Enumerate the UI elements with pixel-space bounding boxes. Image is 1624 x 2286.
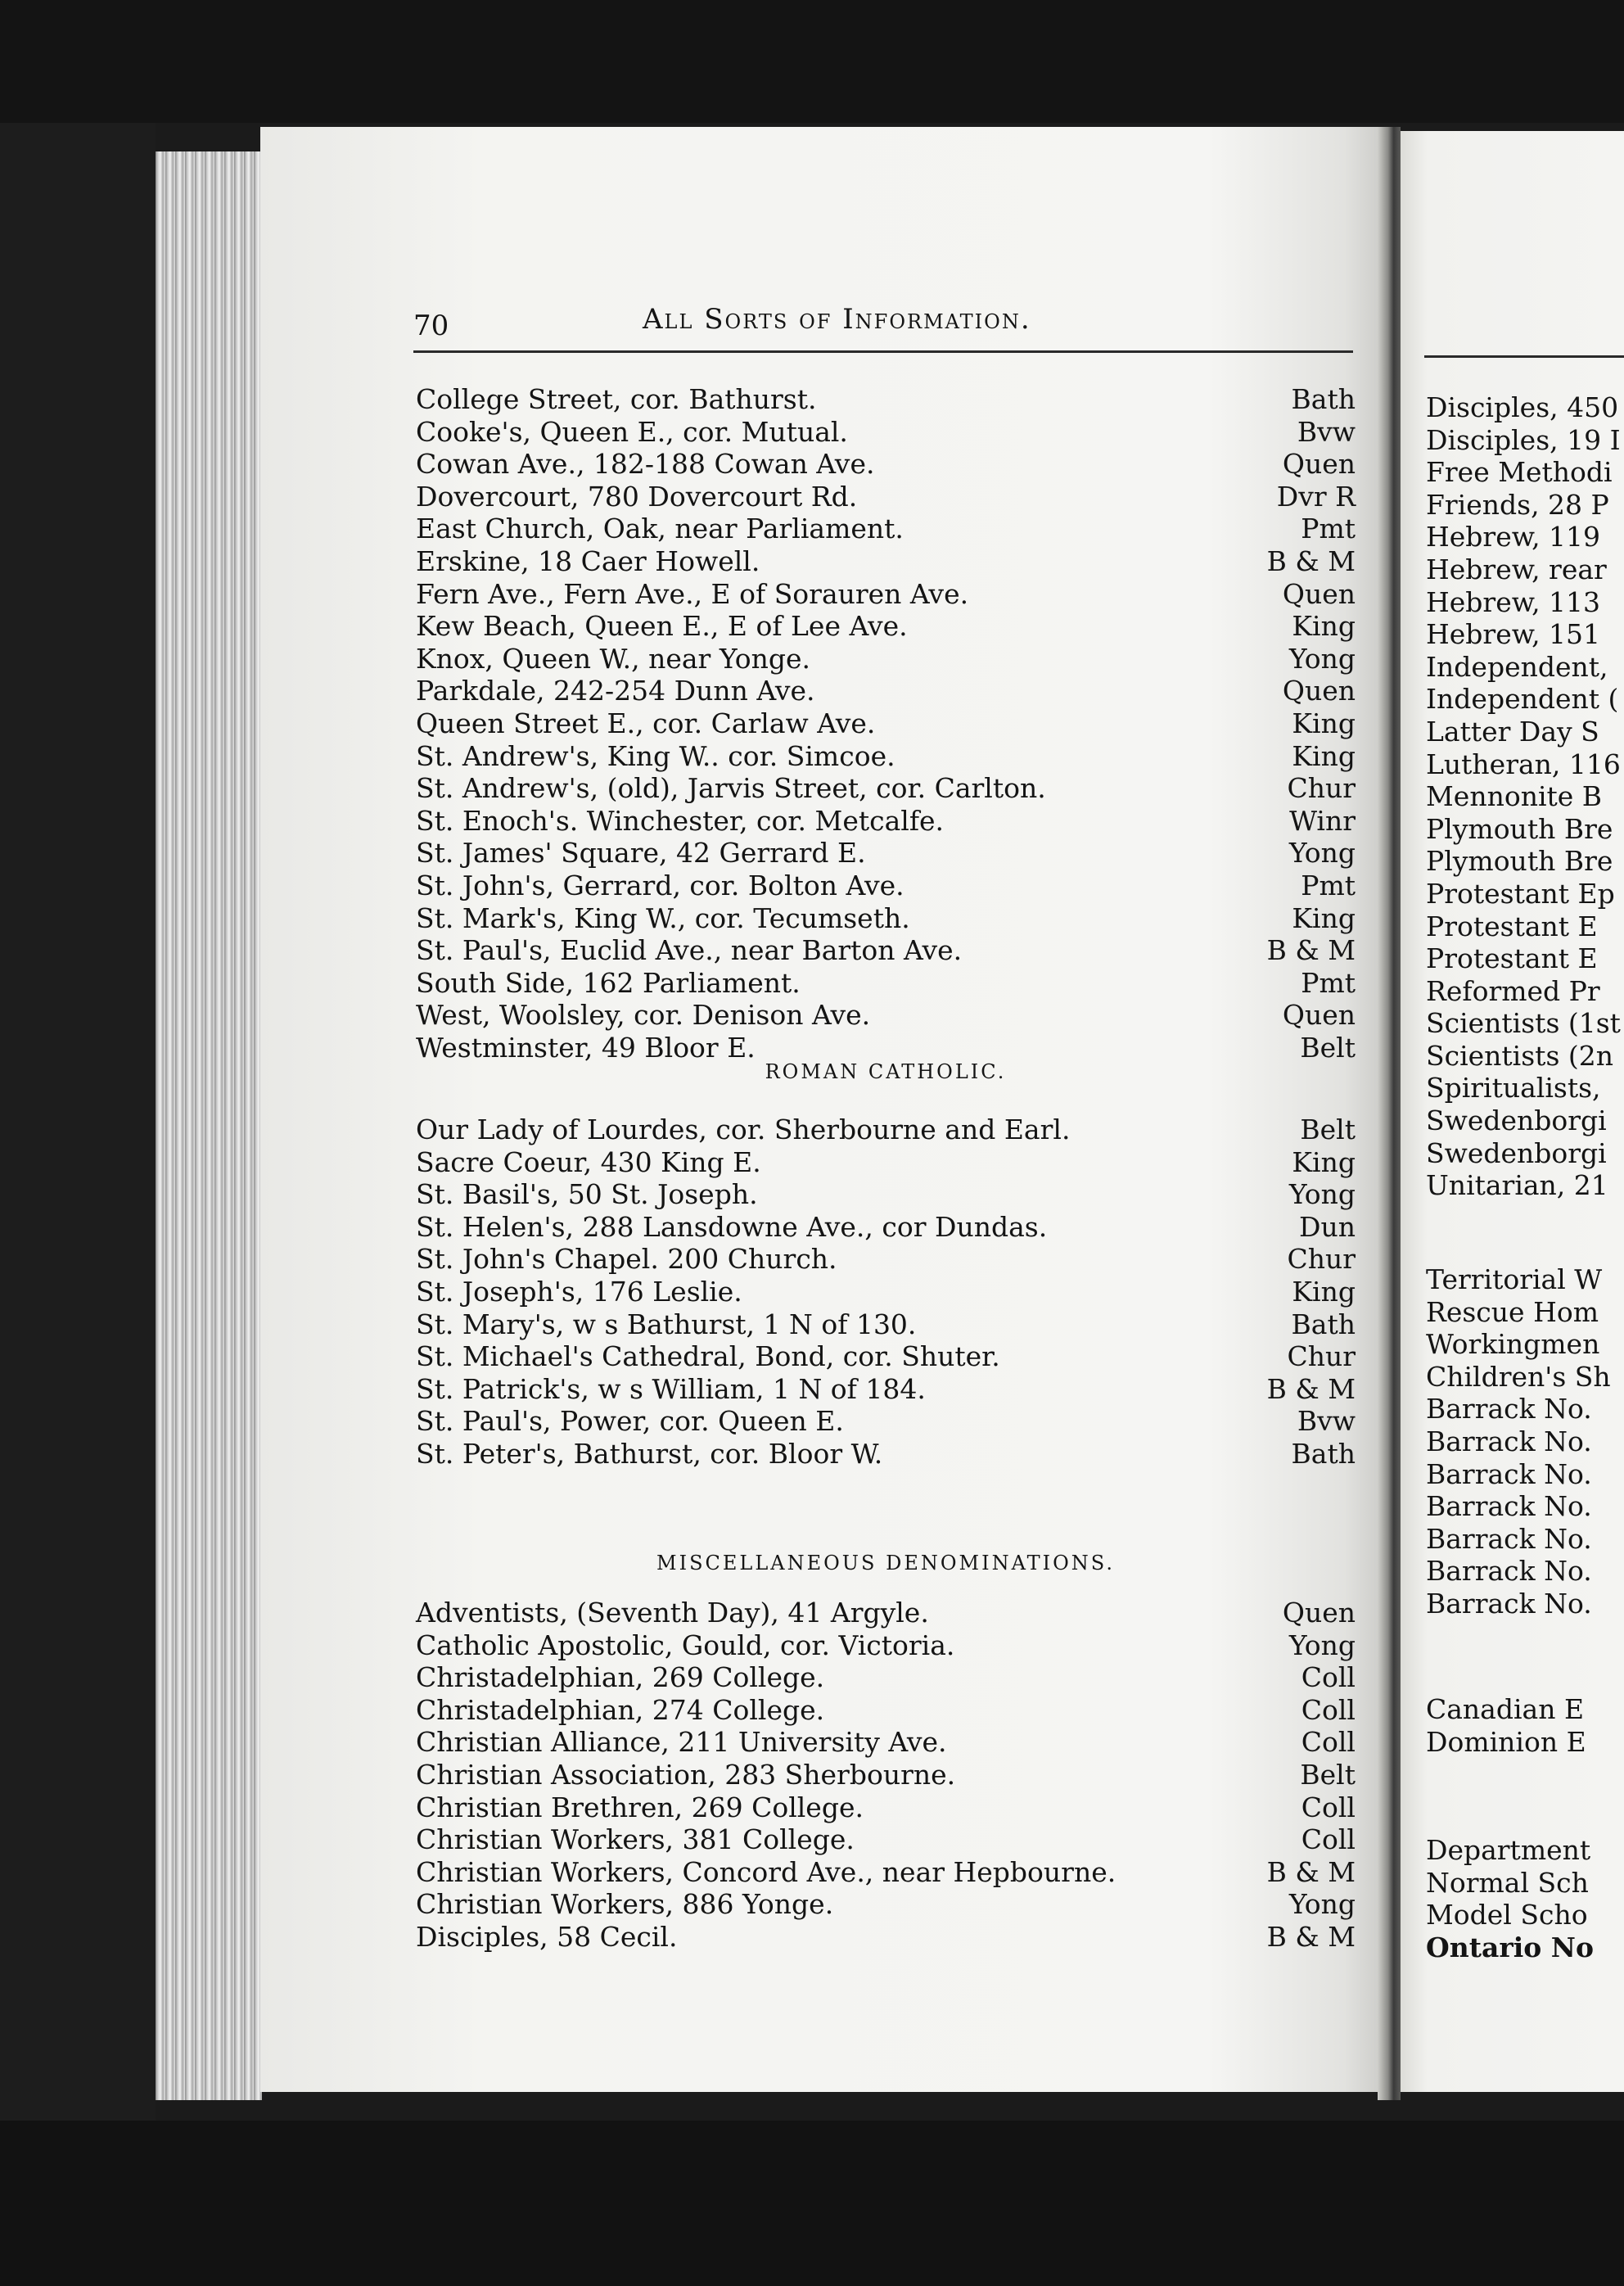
list-item — [416, 1888, 1356, 1921]
district-abbr: Quen — [1282, 1597, 1356, 1629]
list-item: Barrack No. — [1426, 1522, 1592, 1555]
district-abbr: Pmt — [1301, 869, 1356, 901]
district-abbr: Coll — [1301, 1791, 1356, 1823]
church-name: St. Patrick's, w s William, 1 N of 184. — [416, 1372, 926, 1405]
list-item: Lutheran, 116 — [1426, 748, 1621, 780]
district-abbr: King — [1292, 1145, 1356, 1178]
list-item: Children's Sh — [1426, 1360, 1611, 1393]
district-abbr: Quen — [1282, 999, 1356, 1032]
list-item: Barrack No. — [1426, 1425, 1592, 1457]
district-abbr: Chur — [1287, 1340, 1356, 1373]
list-item — [416, 1340, 1356, 1373]
list-item — [416, 1373, 1356, 1406]
district-abbr: Belt — [1300, 1114, 1356, 1145]
list-item — [416, 513, 1356, 545]
church-name: St. John's Chapel. 200 Church. — [416, 1243, 837, 1276]
church-name: St. John's, Gerrard, cor. Bolton Ave. — [416, 869, 904, 901]
church-name: St. Andrew's, (old), Jarvis Street, cor. Carlton. — [416, 772, 1046, 805]
list-item — [416, 545, 1356, 578]
list-item — [416, 578, 1356, 611]
list-item: Swedenborgi — [1426, 1136, 1607, 1169]
district-abbr: Yong — [1288, 1888, 1356, 1921]
church-name: St. Paul's, Euclid Ave., near Barton Ave. — [416, 934, 963, 967]
list-item — [416, 643, 1356, 675]
list-item: Plymouth Bre — [1426, 845, 1613, 878]
district-abbr: Yong — [1288, 1629, 1356, 1661]
list-item: Independent ( — [1426, 683, 1619, 716]
list-item: Hebrew, 113 — [1426, 585, 1601, 618]
church-name: Queen Street E., cor. Carlaw Ave. — [416, 707, 876, 739]
right-page-list-group-2 — [1426, 1263, 1624, 1620]
church-name: East Church, Oak, near Parliament. — [416, 513, 904, 545]
district-abbr: Coll — [1301, 1823, 1356, 1856]
district-abbr: Bath — [1291, 1437, 1356, 1470]
list-item — [416, 902, 1356, 935]
list-item — [416, 1629, 1356, 1662]
list-item: Hebrew, 119 — [1426, 521, 1601, 553]
district-abbr: Bvw — [1297, 1405, 1356, 1438]
section-heading-roman-catholic: ROMAN CATHOLIC. — [765, 1060, 1007, 1083]
presbyterian-list — [416, 383, 1356, 1064]
church-name: South Side, 162 Parliament. — [416, 966, 801, 999]
list-item — [416, 675, 1356, 707]
church-name: Dovercourt, 780 Dovercourt Rd. — [416, 480, 858, 513]
list-item: Latter Day S — [1426, 715, 1599, 748]
page-number: 70 — [413, 309, 449, 342]
district-abbr: B & M — [1266, 1372, 1356, 1405]
list-item — [416, 1694, 1356, 1727]
district-abbr: King — [1292, 1275, 1356, 1308]
church-name: Cooke's, Queen E., cor. Mutual. — [416, 415, 848, 448]
district-abbr: B & M — [1266, 544, 1356, 577]
running-head: All Sorts of Information. — [643, 303, 1031, 336]
district-abbr: Bvw — [1297, 415, 1356, 448]
list-item — [416, 999, 1356, 1032]
list-item — [416, 1438, 1356, 1471]
church-name: Erskine, 18 Caer Howell. — [416, 544, 760, 577]
list-item: Model Scho — [1426, 1899, 1588, 1931]
district-abbr: Chur — [1287, 1243, 1356, 1276]
church-name: College Street, cor. Bathurst. — [416, 383, 817, 415]
list-item — [416, 934, 1356, 967]
district-abbr: Bath — [1291, 1308, 1356, 1340]
right-page-list-group-3 — [1426, 1693, 1624, 1758]
list-item — [416, 707, 1356, 740]
church-name: West, Woolsley, cor. Denison Ave. — [416, 999, 871, 1032]
district-abbr: Belt — [1300, 1758, 1356, 1791]
list-item: Department — [1426, 1834, 1591, 1866]
list-item: Scientists (1st — [1426, 1007, 1621, 1040]
district-abbr: Dvr R — [1276, 480, 1356, 513]
church-name: St. Andrew's, King W.. cor. Simcoe. — [416, 739, 895, 772]
church-name: Cowan Ave., 182-188 Cowan Ave. — [416, 448, 875, 481]
list-item: Territorial W — [1426, 1263, 1603, 1295]
list-item: Disciples, 19 I — [1426, 423, 1621, 456]
list-item: Hebrew, rear — [1426, 553, 1607, 585]
church-name: Westminster, 49 Bloor E. — [416, 1031, 756, 1064]
district-abbr: Yong — [1288, 1178, 1356, 1211]
district-abbr: Coll — [1301, 1693, 1356, 1726]
list-item — [416, 1178, 1356, 1211]
scan-background-left — [0, 123, 156, 2121]
list-item — [416, 837, 1356, 870]
church-name: St. Enoch's. Winchester, cor. Metcalfe. — [416, 804, 945, 837]
list-item: Unitarian, 21 — [1426, 1169, 1608, 1202]
church-name: Parkdale, 242-254 Dunn Ave. — [416, 675, 815, 707]
list-item — [416, 383, 1356, 416]
district-abbr: Pmt — [1301, 513, 1356, 545]
list-item: Independent, — [1426, 650, 1608, 683]
district-abbr: B & M — [1266, 934, 1356, 967]
roman-catholic-list — [416, 1114, 1356, 1471]
church-name: Knox, Queen W., near Yonge. — [416, 642, 810, 675]
list-item — [416, 967, 1356, 1000]
district-abbr: B & M — [1266, 1920, 1356, 1953]
church-name: Sacre Coeur, 430 King E. — [416, 1145, 761, 1178]
list-item: Scientists (2n — [1426, 1039, 1613, 1072]
list-item: Swedenborgi — [1426, 1105, 1607, 1137]
church-name: St. Mary's, w s Bathurst, 1 N of 130. — [416, 1308, 917, 1340]
church-name: Disciples, 58 Cecil. — [416, 1920, 678, 1953]
list-item: Disciples, 450 — [1426, 391, 1619, 423]
church-name: St. Joseph's, 176 Leslie. — [416, 1275, 742, 1308]
church-name: Fern Ave., Fern Ave., E of Sorauren Ave. — [416, 577, 969, 610]
church-name: Our Lady of Lourdes, cor. Sherbourne and Earl. — [416, 1114, 1071, 1145]
list-item — [416, 1276, 1356, 1308]
list-item: Reformed Pr — [1426, 974, 1600, 1007]
district-abbr: Chur — [1287, 772, 1356, 805]
scan-background-bottom — [0, 2121, 1624, 2286]
list-item: Protestant Ep — [1426, 877, 1615, 910]
list-item — [416, 1146, 1356, 1179]
list-item — [416, 1856, 1356, 1889]
district-abbr: Yong — [1288, 642, 1356, 675]
district-abbr: King — [1292, 610, 1356, 643]
district-abbr: Bath — [1291, 383, 1356, 415]
church-name: Christadelphian, 274 College. — [416, 1693, 825, 1726]
district-abbr: King — [1292, 707, 1356, 739]
miscellaneous-list — [416, 1597, 1356, 1954]
list-item: Plymouth Bre — [1426, 812, 1613, 845]
list-item — [416, 1308, 1356, 1341]
district-abbr: Coll — [1301, 1726, 1356, 1759]
list-item: Rescue Hom — [1426, 1295, 1599, 1328]
list-item: Barrack No. — [1426, 1555, 1592, 1588]
right-page-list-group-4 — [1426, 1834, 1624, 1963]
church-name: St. James' Square, 42 Gerrard E. — [416, 837, 866, 870]
church-name: St. Peter's, Bathurst, cor. Bloor W. — [416, 1437, 883, 1470]
right-page-header-rule — [1424, 355, 1624, 358]
list-item: Barrack No. — [1426, 1457, 1592, 1490]
church-name: Christian Workers, Concord Ave., near Hepbourne. — [416, 1855, 1116, 1888]
list-item: Spiritualists, — [1426, 1072, 1601, 1105]
right-page-list-group-1 — [1426, 391, 1624, 1202]
list-item — [416, 1114, 1356, 1146]
list-item — [416, 772, 1356, 805]
list-item — [416, 1243, 1356, 1276]
list-item — [416, 1211, 1356, 1244]
list-item — [416, 1921, 1356, 1954]
list-item — [416, 805, 1356, 838]
church-name: Adventists, (Seventh Day), 41 Argyle. — [416, 1597, 929, 1629]
district-abbr: Dun — [1299, 1210, 1356, 1243]
district-abbr: Winr — [1289, 804, 1356, 837]
church-name: St. Helen's, 288 Lansdowne Ave., cor Dundas. — [416, 1210, 1048, 1243]
district-abbr: King — [1292, 739, 1356, 772]
list-item — [416, 1759, 1356, 1791]
list-item: Free Methodi — [1426, 456, 1613, 489]
list-item — [416, 416, 1356, 449]
list-item — [416, 481, 1356, 513]
header-rule — [413, 350, 1353, 353]
list-item: Protestant E — [1426, 942, 1598, 975]
district-abbr: Quen — [1282, 675, 1356, 707]
list-item: Protestant E — [1426, 910, 1598, 942]
list-item: Normal Sch — [1426, 1866, 1589, 1899]
list-item: Workingmen — [1426, 1328, 1600, 1361]
list-item: Barrack No. — [1426, 1490, 1592, 1523]
church-name: Catholic Apostolic, Gould, cor. Victoria. — [416, 1629, 955, 1661]
church-name: Christian Workers, 381 College. — [416, 1823, 855, 1856]
district-abbr: Quen — [1282, 448, 1356, 481]
district-abbr: B & M — [1266, 1855, 1356, 1888]
list-item: Hebrew, 151 — [1426, 618, 1601, 651]
church-name: St. Paul's, Power, cor. Queen E. — [416, 1405, 844, 1438]
list-item: Barrack No. — [1426, 1393, 1592, 1425]
list-item: Barrack No. — [1426, 1587, 1592, 1620]
church-name: Christian Association, 283 Sherbourne. — [416, 1758, 956, 1791]
list-item — [416, 1661, 1356, 1694]
district-abbr: King — [1292, 901, 1356, 934]
list-item — [416, 1597, 1356, 1629]
list-item: Ontario No — [1426, 1931, 1594, 1963]
page-stack-edges — [156, 151, 262, 2100]
list-item: Dominion E — [1426, 1725, 1586, 1758]
district-abbr: Coll — [1301, 1661, 1356, 1694]
church-name: Christadelphian, 269 College. — [416, 1661, 825, 1694]
district-abbr: Quen — [1282, 577, 1356, 610]
church-name: Christian Alliance, 211 University Ave. — [416, 1726, 947, 1759]
list-item — [416, 610, 1356, 643]
list-item — [416, 1405, 1356, 1438]
book-gutter — [1378, 127, 1401, 2100]
church-name: Christian Brethren, 269 College. — [416, 1791, 864, 1823]
list-item — [416, 1032, 1356, 1064]
list-item — [416, 1791, 1356, 1824]
district-abbr: Pmt — [1301, 966, 1356, 999]
district-abbr: Belt — [1300, 1031, 1356, 1064]
church-name: St. Mark's, King W., cor. Tecumseth. — [416, 901, 910, 934]
list-item: Friends, 28 P — [1426, 488, 1609, 521]
list-item — [416, 448, 1356, 481]
list-item: Canadian E — [1426, 1693, 1585, 1725]
list-item: Mennonite B — [1426, 780, 1603, 813]
list-item — [416, 740, 1356, 773]
section-heading-miscellaneous: MISCELLANEOUS DENOMINATIONS. — [656, 1552, 1115, 1574]
list-item — [416, 870, 1356, 902]
church-name: St. Michael's Cathedral, Bond, cor. Shuter. — [416, 1340, 1000, 1373]
list-item — [416, 1726, 1356, 1759]
church-name: Christian Workers, 886 Yonge. — [416, 1888, 834, 1921]
list-item — [416, 1823, 1356, 1856]
church-name: St. Basil's, 50 St. Joseph. — [416, 1178, 758, 1211]
district-abbr: Yong — [1288, 837, 1356, 870]
church-name: Kew Beach, Queen E., E of Lee Ave. — [416, 610, 908, 643]
scan-background-top — [0, 0, 1624, 123]
